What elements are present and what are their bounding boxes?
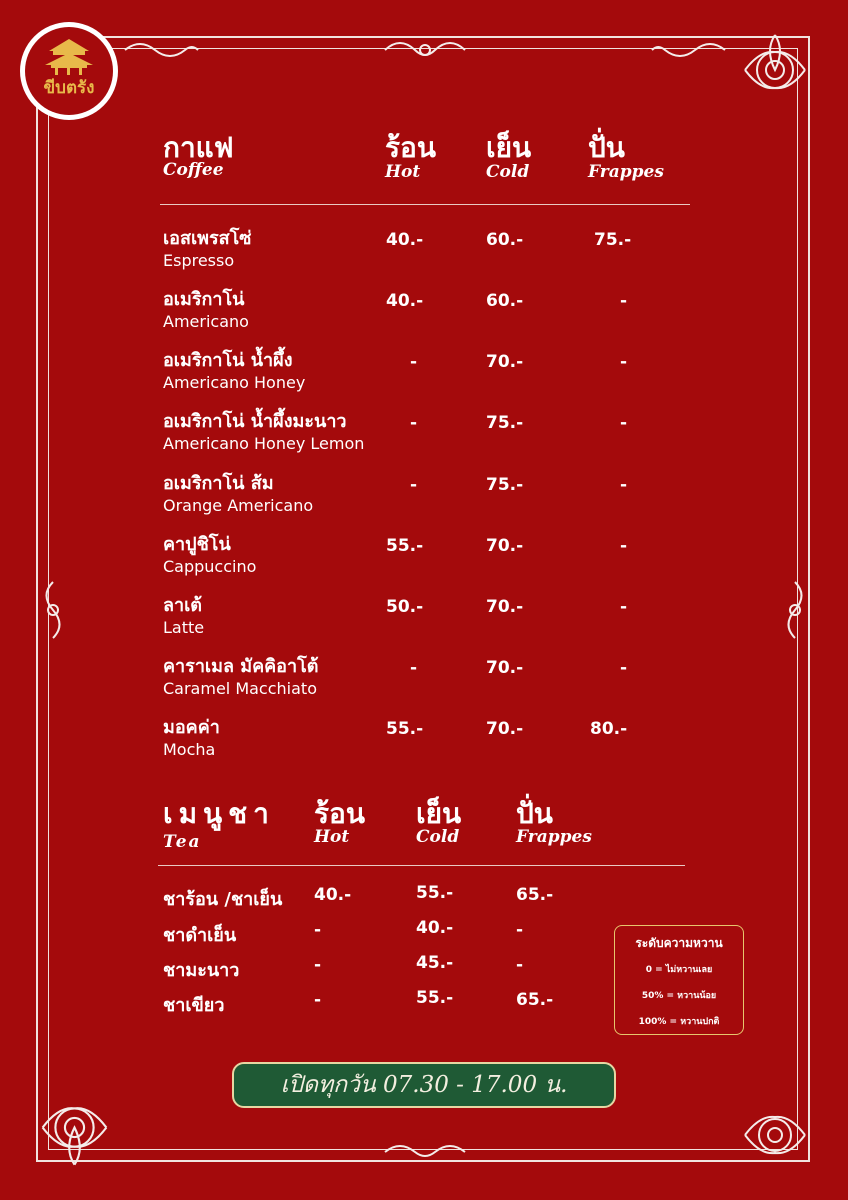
price-hot: - xyxy=(410,475,418,495)
item-name-en: Americano Honey xyxy=(163,373,306,392)
price-cold: 40.- xyxy=(416,918,454,938)
coffee-col-cold-en: Cold xyxy=(486,162,530,182)
coffee-col-frappe-th: ปั่น xyxy=(588,131,625,164)
price-frappe: - xyxy=(620,597,628,617)
price-hot: - xyxy=(410,658,418,678)
coffee-col-hot-th: ร้อน xyxy=(385,131,436,164)
coffee-title-th: กาแฟ xyxy=(163,131,234,164)
price-frappe: - xyxy=(620,413,628,433)
tea-col-frappe-en: Frappes xyxy=(516,827,592,847)
item-name-th: คาปูชิโน่ xyxy=(163,534,231,555)
sweetness-level: 100% = หวานปกติ xyxy=(638,1017,720,1027)
bottom-center-ornament-icon xyxy=(380,1140,470,1164)
item-name-en: Orange Americano xyxy=(163,496,314,515)
price-frappe: - xyxy=(620,658,628,678)
sweetness-level: 0 = ไม่หวานเลย xyxy=(645,965,713,975)
price-cold: 75.- xyxy=(486,413,524,433)
item-name-th: อเมริกาโน่ ส้ม xyxy=(163,473,274,494)
price-hot: 50.- xyxy=(386,597,424,617)
price-hot: - xyxy=(314,955,322,975)
price-hot: 40.- xyxy=(314,885,352,905)
tea-name: ชาเขียว xyxy=(163,995,225,1016)
top-left-scroll-ornament-icon xyxy=(120,38,200,62)
price-cold: 55.- xyxy=(416,883,454,903)
tea-col-cold-th: เย็น xyxy=(416,797,462,830)
item-name-th: อเมริกาโน่ น้ำผึ้ง xyxy=(163,350,293,371)
price-cold: 55.- xyxy=(416,988,454,1008)
left-middle-ornament-icon xyxy=(38,580,68,640)
item-name-en: Mocha xyxy=(163,740,216,759)
right-middle-ornament-icon xyxy=(780,580,810,640)
item-name-en: Americano Honey Lemon xyxy=(163,434,365,453)
item-name-th: อเมริกาโน่ น้ำผึ้งมะนาว xyxy=(163,411,347,432)
sweetness-level: 50% = หวานน้อย xyxy=(641,991,717,1001)
logo-text: ขีบตรัง xyxy=(43,78,95,98)
tea-title-en: Tea xyxy=(163,832,202,852)
item-name-th: ลาเต้ xyxy=(163,595,202,616)
price-hot: - xyxy=(314,920,322,940)
tea-title-th: เมนูชา xyxy=(163,797,275,830)
item-name-en: Caramel Macchiato xyxy=(163,679,317,698)
price-hot: 40.- xyxy=(386,230,424,250)
top-right-scroll-ornament-icon xyxy=(650,38,730,62)
item-name-en: Latte xyxy=(163,618,205,637)
price-cold: 45.- xyxy=(416,953,454,973)
shop-logo xyxy=(20,22,118,120)
item-name-en: Americano xyxy=(163,312,249,331)
price-frappe: 65.- xyxy=(516,990,554,1010)
tea-name: ชาร้อน /ชาเย็น xyxy=(163,889,283,910)
price-cold: 60.- xyxy=(486,230,524,250)
price-frappe: 65.- xyxy=(516,885,554,905)
sweetness-title: ระดับความหวาน xyxy=(635,936,723,950)
item-name-th: คาราเมล มัคคิอาโต้ xyxy=(163,656,319,677)
tea-col-hot-en: Hot xyxy=(314,827,350,847)
top-right-ornament-icon xyxy=(735,30,815,110)
price-frappe: 75.- xyxy=(594,230,632,250)
price-hot: - xyxy=(410,413,418,433)
tea-col-hot-th: ร้อน xyxy=(314,797,365,830)
price-cold: 70.- xyxy=(486,719,524,739)
price-cold: 70.- xyxy=(486,658,524,678)
opening-hours-badge: เปิดทุกวัน 07.30 - 17.00 น. xyxy=(232,1062,616,1108)
bottom-left-ornament-icon xyxy=(32,1085,117,1170)
price-cold: 75.- xyxy=(486,475,524,495)
item-name-en: Espresso xyxy=(163,251,235,270)
coffee-col-frappe-en: Frappes xyxy=(588,162,664,182)
price-frappe: - xyxy=(620,475,628,495)
price-hot: 55.- xyxy=(386,719,424,739)
tea-col-frappe-th: ปั่น xyxy=(516,797,553,830)
coffee-col-cold-th: เย็น xyxy=(486,131,532,164)
sweetness-legend xyxy=(614,925,744,1035)
coffee-title-en: Coffee xyxy=(163,160,224,180)
coffee-divider xyxy=(160,204,690,205)
item-name-th: มอคค่า xyxy=(163,717,220,738)
tea-name: ชาดำเย็น xyxy=(163,925,237,946)
price-frappe: - xyxy=(516,955,524,975)
item-name-th: เอสเพรสโซ่ xyxy=(163,228,252,249)
price-cold: 70.- xyxy=(486,536,524,556)
price-cold: 70.- xyxy=(486,597,524,617)
tea-divider xyxy=(158,865,685,866)
tea-name: ชามะนาว xyxy=(163,960,240,981)
price-hot: - xyxy=(410,352,418,372)
bottom-right-ornament-icon xyxy=(735,1095,815,1175)
price-frappe: - xyxy=(620,291,628,311)
price-frappe: - xyxy=(620,536,628,556)
price-cold: 60.- xyxy=(486,291,524,311)
item-name-en: Cappuccino xyxy=(163,557,257,576)
price-frappe: - xyxy=(516,920,524,940)
price-hot: - xyxy=(314,990,322,1010)
coffee-col-hot-en: Hot xyxy=(385,162,421,182)
top-center-ornament-icon xyxy=(380,36,470,64)
price-frappe: 80.- xyxy=(590,719,628,739)
tea-col-cold-en: Cold xyxy=(416,827,460,847)
item-name-th: อเมริกาโน่ xyxy=(163,289,245,310)
price-frappe: - xyxy=(620,352,628,372)
price-hot: 55.- xyxy=(386,536,424,556)
price-cold: 70.- xyxy=(486,352,524,372)
price-hot: 40.- xyxy=(386,291,424,311)
pavilion-icon xyxy=(43,39,95,75)
